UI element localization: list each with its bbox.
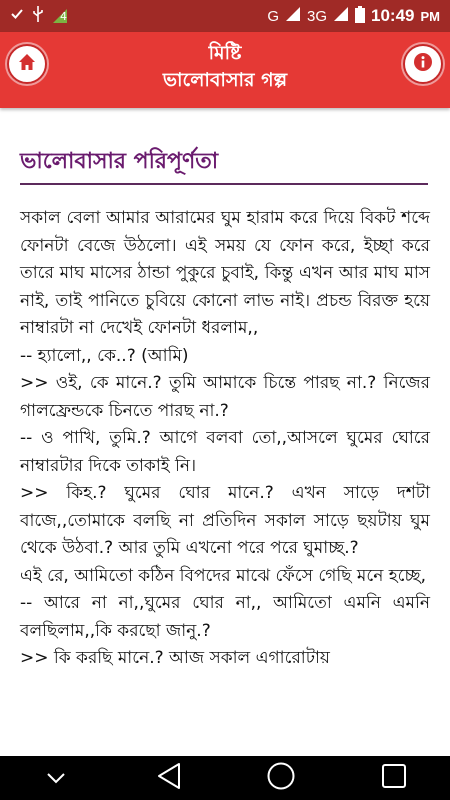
story-paragraph: >> কিহ.? ঘুমের ঘোর মানে.? এখন সাড়ে দশটা বাজে,,তোমাকে বলছি না প্রতিদিন সকাল সাড়ে ছয়টায় ঘুম থেকে উঠবা.? আর তুমি এখনো পরে পরে ঘুমাচ্ছ.? — [20, 483, 430, 558]
back-triangle-icon — [156, 762, 182, 794]
nav-home-button[interactable] — [251, 756, 311, 800]
chevron-down-icon — [46, 769, 66, 788]
home-icon — [17, 52, 37, 76]
notification-count: 4 — [60, 9, 67, 23]
network-type-label: G — [267, 7, 279, 25]
app-subtitle: ভালোবাসার গল্প — [162, 69, 288, 91]
network-type-3g-label: 3G — [307, 7, 328, 25]
app-title: মিষ্টি — [208, 42, 242, 64]
home-button[interactable] — [7, 44, 47, 84]
story-title: ভালোবাসার পরিপূর্ণতা — [20, 149, 219, 174]
check-icon — [10, 7, 24, 25]
status-notifications — [0, 6, 67, 26]
signal-icon — [285, 6, 301, 26]
app-bar-titles — [60, 40, 390, 94]
story-paragraph: >> ওই, কে মানে.? তুমি আমাকে চিন্তে পারছ না.? নিজের গালফ্রেন্ডকে চিনতে পারছ না.? — [20, 373, 430, 421]
status-time: 10:49 — [371, 6, 415, 25]
story-paragraph: সকাল বেলা আমার আরামের ঘুম হারাম করে দিয়ে বিকট শব্দে ফোনটা বেজে উঠলো। এই সময় যে ফোন করে, ইচ্ছা করে তারে মাঘ মাসের ঠান্ডা পুকুরে চুবাই, কিন্তু এখন আর মাঘ মাস নাই, তাই পানিতে চুবিয়ে কোনো লাভ নাই। প্রচন্ড বিরক্ত হয়ে নাম্বারটা না দেখেই ফোনটা ধরলাম,, — [20, 208, 430, 338]
nav-hide-button[interactable] — [26, 756, 86, 800]
signal-icon-2 — [333, 6, 349, 26]
battery-notification-icon — [52, 8, 67, 24]
story-content[interactable] — [0, 108, 450, 756]
battery-icon — [355, 6, 365, 27]
story-body — [20, 205, 430, 673]
recents-square-icon — [381, 763, 407, 793]
story-paragraph: >> কি করছি মানে.? আজ সকাল এগারোটায় — [20, 648, 330, 668]
app-bar — [0, 32, 450, 108]
home-circle-icon — [266, 761, 296, 795]
status-bar — [0, 0, 450, 32]
status-system-icons — [267, 0, 440, 32]
nav-recents-button[interactable] — [364, 756, 424, 800]
story-paragraph: -- হ্যালো,, কে..? (আমি) — [20, 345, 189, 366]
info-button[interactable] — [403, 44, 443, 84]
nav-back-button[interactable] — [139, 756, 199, 800]
system-nav-bar — [0, 756, 450, 800]
usb-icon — [32, 6, 44, 26]
story-paragraph: -- ও পাখি, তুমি.? আগে বলবা তো,,আসলে ঘুমের ঘোরে নাম্বারটার দিকে তাকাই নি। — [20, 428, 430, 476]
story-paragraph: এই রে, আমিতো কঠিন বিপদের মাঝে ফেঁসে গেছি মনে হচ্ছে, — [20, 565, 427, 586]
status-ampm: PM — [420, 8, 440, 24]
info-icon — [413, 52, 433, 76]
story-paragraph: -- আরে না না,,ঘুমের ঘোর না,, আমিতো এমনি এমনি বলছিলাম,,কি করছো জানু.? — [20, 593, 430, 641]
title-divider — [20, 183, 428, 185]
